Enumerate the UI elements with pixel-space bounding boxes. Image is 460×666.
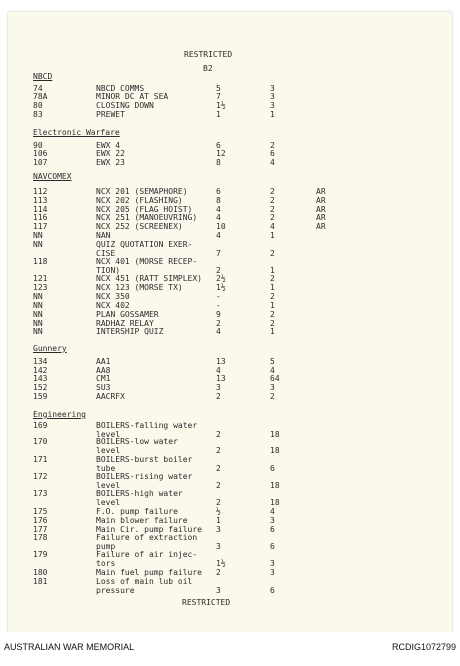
exercise-name: Loss of main lub oil pressure [96,577,193,595]
value-col-b: 2 [270,196,275,205]
value-col-a: ½ [216,507,221,516]
exercise-number: 118 [33,257,48,266]
exercise-number: NN [33,310,43,319]
exercise-name: Main blower failure [96,516,188,525]
value-col-a: 2 [216,392,221,401]
value-col-c: AR [316,222,326,231]
archive-reference: RCDIG1072799 [391,642,456,652]
value-col-b: 1 [270,327,275,336]
value-col-b: 3 [270,101,275,110]
archive-footer [0,632,460,666]
exercise-number: 170 [33,437,48,446]
exercise-number: 116 [33,213,48,222]
exercise-number: 171 [33,455,48,464]
value-col-a: 2 [216,464,221,473]
value-col-a: 2 [216,568,221,577]
value-col-a: 8 [216,158,221,167]
value-col-a: 5 [216,84,221,93]
exercise-number: 107 [33,158,48,167]
exercise-name: NCX 205 (FLAG HOIST) [96,205,193,214]
archive-name: AUSTRALIAN WAR MEMORIAL [4,642,135,652]
value-col-b: 1 [270,110,275,119]
value-col-a: 4 [216,231,221,240]
exercise-name: EWX 22 [96,149,125,158]
value-col-b: 18 [270,498,280,507]
exercise-number: 74 [33,84,43,93]
exercise-name: NCX 201 (SEMAPHORE) [96,187,188,196]
section-heading: Electronic Warfare [33,128,120,137]
value-col-b: 6 [270,525,275,534]
exercise-number: 152 [33,383,48,392]
exercise-name: NCX 350 [96,292,130,301]
page-reference: B2 [203,64,213,73]
value-col-a: 2 [216,498,221,507]
exercise-number: 176 [33,516,48,525]
exercise-name: MINOR DC AT SEA [96,92,169,101]
value-col-b: 18 [270,481,280,490]
exercise-name: Failure of extraction pump [96,533,198,551]
value-col-b: 3 [270,383,275,392]
value-col-a: 1½ [216,559,226,568]
value-col-b: 3 [270,92,275,101]
value-col-c: AR [316,187,326,196]
value-col-a: 2 [216,481,221,490]
exercise-number: 114 [33,205,48,214]
exercise-number: 143 [33,374,48,383]
value-col-b: 3 [270,559,275,568]
value-col-b: 2 [270,187,275,196]
value-col-b: 2 [270,249,275,258]
exercise-name: F.O. pump failure [96,507,178,516]
section-heading: NBCD [33,72,53,81]
exercise-name: INTERSHIP QUIZ [96,327,164,336]
exercise-name: CM1 [96,374,111,383]
value-col-a: 6 [216,141,221,150]
value-col-a: 4 [216,366,221,375]
exercise-number: 112 [33,187,48,196]
value-col-b: 6 [270,586,275,595]
exercise-number: 123 [33,283,48,292]
value-col-a: 3 [216,383,221,392]
value-col-a: 4 [216,205,221,214]
value-col-b: 18 [270,430,280,439]
value-col-a: 2 [216,266,221,275]
exercise-number: 121 [33,274,48,283]
exercise-name: AA1 [96,357,111,366]
exercise-name: NCX 251 (MANOEUVRING) [96,213,198,222]
value-col-b: 6 [270,542,275,551]
value-col-b: 2 [270,274,275,283]
value-col-b: 2 [270,310,275,319]
value-col-b: 6 [270,464,275,473]
value-col-a: 9 [216,310,221,319]
exercise-name: Main Cir. pump failure [96,525,202,534]
exercise-name: BOILERS-high water level [96,489,183,507]
exercise-name: EWX 4 [96,141,121,150]
exercise-name: NCX 202 (FLASHING) [96,196,183,205]
value-col-c: AR [316,205,326,214]
value-col-b: 2 [270,392,275,401]
exercise-number: 177 [33,525,48,534]
value-col-a: 3 [216,586,221,595]
value-col-a: 12 [216,149,226,158]
exercise-name: BOILERS-falling water level [96,421,198,439]
value-col-b: 4 [270,507,275,516]
value-col-a: 13 [216,357,226,366]
document-page [8,12,452,632]
value-col-a: 7 [216,92,221,101]
exercise-name: BOILERS-low water level [96,437,178,455]
value-col-a: 2 [216,446,221,455]
exercise-name: AA8 [96,366,111,375]
value-col-b: 2 [270,213,275,222]
value-col-a: 13 [216,374,226,383]
exercise-name: RADHAZ RELAY [96,319,154,328]
exercise-name: AACRFX [96,392,125,401]
value-col-a: 3 [216,542,221,551]
value-col-a: 4 [216,327,221,336]
exercise-name: NBCD COMMS [96,84,145,93]
exercise-name: BOILERS-burst boiler tube [96,455,193,473]
exercise-number: NN [33,301,43,310]
section-heading: Engineering [33,410,86,419]
value-col-b: 4 [270,222,275,231]
value-col-a: 1 [216,516,221,525]
value-col-b: 2 [270,292,275,301]
value-col-b: 2 [270,319,275,328]
value-col-b: 1 [270,266,275,275]
exercise-number: 80 [33,101,43,110]
exercise-name: SU3 [96,383,111,392]
value-col-b: 1 [270,301,275,310]
value-col-b: 2 [270,205,275,214]
header-classification: RESTRICTED [184,50,233,59]
exercise-name: QUIZ QUOTATION EXER- CISE [96,240,193,258]
value-col-b: 18 [270,446,280,455]
exercise-number: 180 [33,568,48,577]
exercise-name: Failure of air injec- tors [96,550,198,568]
exercise-name: Main fuel pump failure [96,568,202,577]
exercise-number: 78A [33,92,48,101]
value-col-b: 4 [270,366,275,375]
value-col-b: 1 [270,231,275,240]
exercise-number: 117 [33,222,48,231]
exercise-number: 134 [33,357,48,366]
value-col-a: 1½ [216,283,226,292]
value-col-a: 1 [216,110,221,119]
value-col-a: 1½ [216,101,226,110]
exercise-number: 181 [33,577,48,586]
exercise-name: NCX 252 (SCREENEX) [96,222,183,231]
exercise-number: 106 [33,149,48,158]
section-heading: Gunnery [33,344,67,353]
exercise-number: 178 [33,533,48,542]
exercise-name: BOILERS-rising water level [96,472,193,490]
value-col-b: 4 [270,158,275,167]
exercise-name: PREWET [96,110,125,119]
value-col-a: 10 [216,222,226,231]
value-col-a: - [216,301,221,310]
footer-classification: RESTRICTED [182,598,231,607]
value-col-a: 2½ [216,274,226,283]
exercise-number: NN [33,240,43,249]
exercise-number: 113 [33,196,48,205]
value-col-c: AR [316,196,326,205]
value-col-a: 6 [216,187,221,196]
value-col-a: 3 [216,525,221,534]
value-col-b: 2 [270,141,275,150]
exercise-number: NN [33,292,43,301]
exercise-number: 90 [33,141,43,150]
exercise-name: NAN [96,231,111,240]
exercise-number: 142 [33,366,48,375]
exercise-name: NCX 402 [96,301,130,310]
value-col-c: AR [316,213,326,222]
value-col-a: - [216,292,221,301]
exercise-number: 179 [33,550,48,559]
section-heading: NAVCOMEX [33,172,72,181]
exercise-name: NCX 451 (RATT SIMPLEX) [96,274,202,283]
exercise-number: 172 [33,472,48,481]
value-col-b: 5 [270,357,275,366]
exercise-number: 169 [33,421,48,430]
value-col-b: 1 [270,283,275,292]
value-col-b: 3 [270,516,275,525]
exercise-name: CLOSING DOWN [96,101,154,110]
value-col-b: 3 [270,568,275,577]
exercise-number: 83 [33,110,43,119]
exercise-name: NCX 123 (MORSE TX) [96,283,183,292]
exercise-name: NCX 401 (MORSE RECEP- TION) [96,257,198,275]
value-col-a: 2 [216,319,221,328]
value-col-a: 2 [216,430,221,439]
exercise-number: 159 [33,392,48,401]
value-col-a: 4 [216,213,221,222]
value-col-b: 6 [270,149,275,158]
exercise-number: NN [33,231,43,240]
exercise-number: 175 [33,507,48,516]
value-col-a: 7 [216,249,221,258]
value-col-b: 64 [270,374,280,383]
exercise-number: 173 [33,489,48,498]
exercise-name: EWX 23 [96,158,125,167]
value-col-b: 3 [270,84,275,93]
exercise-name: PLAN GOSSAMER [96,310,159,319]
exercise-number: NN [33,327,43,336]
exercise-number: NN [33,319,43,328]
value-col-a: 8 [216,196,221,205]
